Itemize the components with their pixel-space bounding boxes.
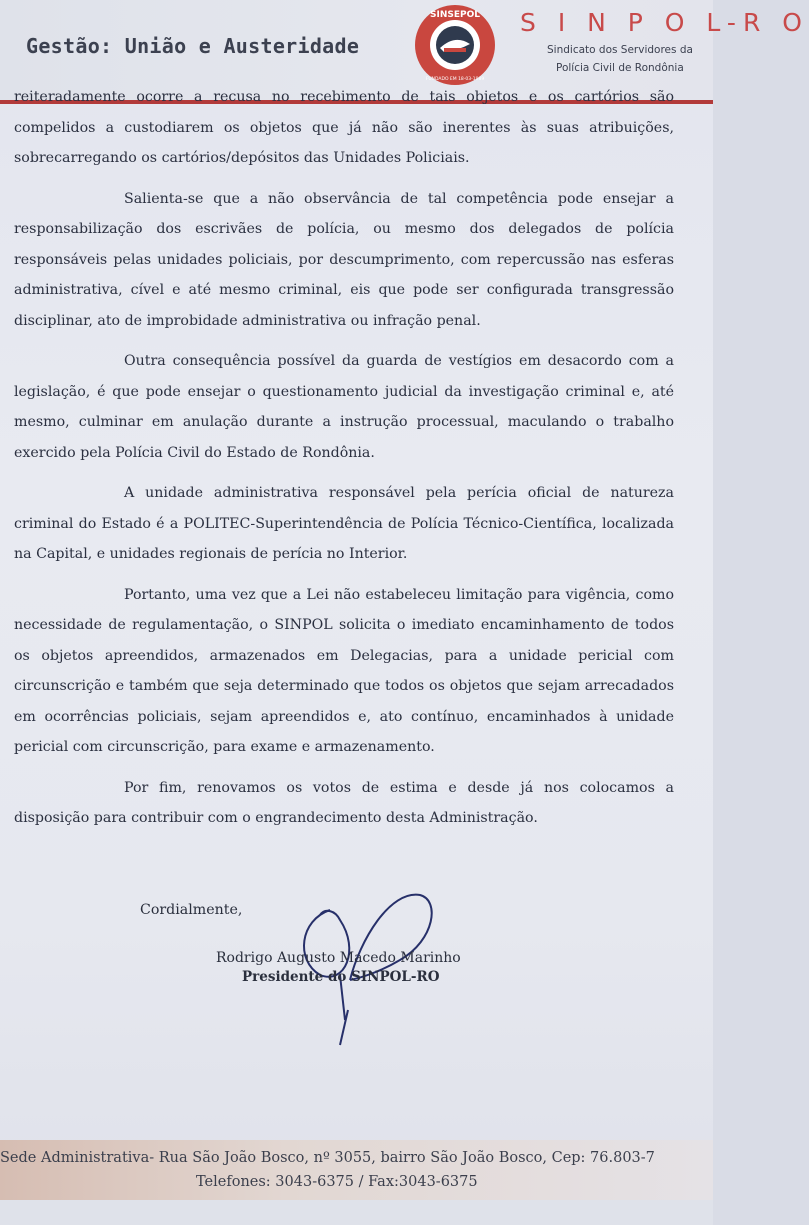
paragraph: Outra consequência possível da guarda de vestígios em desacordo com a legislação, é que pode ensejar o questionamento judicial da investigação criminal e, até mesmo, culminar em anulação durante a instrução processual, maculando o trabalho exercido pela Polícia Civil do Estado de Rondônia. <box>14 353 674 461</box>
signatory-role: Presidente do SINPOL-RO <box>242 969 440 985</box>
paragraph: A unidade administrativa responsável pela perícia oficial de natureza criminal do Estado é a POLITEC-Superintendência de Polícia Técnico-Científica, localizada na Capital, e unidades regionais de perícia no Interior. <box>14 485 674 562</box>
bottom-margin <box>0 1200 713 1225</box>
org-short-name: S I N P O L-R O <box>520 8 809 37</box>
closing: Cordialmente, <box>140 902 243 918</box>
letter-body <box>14 82 674 844</box>
signatory-name: Rodrigo Augusto Macedo Marinho <box>216 950 461 966</box>
motto: Gestão: União e Austeridade <box>26 34 360 58</box>
paragraph: reiteradamente ocorre a recusa no recebimento de tais objetos e os cartórios são compelidos a custodiarem os objetos que já não são inerentes às suas atribuições, sobrecarregando os cartórios/depósitos das Unidades Policiais. <box>14 89 674 166</box>
paragraph: Portanto, uma vez que a Lei não estabeleceu limitação para vigência, como necessidade de regulamentação, o SINPOL solicita o imediato encaminhamento de todos os objetos apreendidos, armazenados em Delegacias, para a unidade pericial com circunscrição e também que seja determinado que todos os objetos que sejam arrecadados em ocorrências policiais, sejam apreendidos e, ato contínuo, encaminhados à unidade pericial com circunscrição, para exame e armazenamento. <box>14 586 674 755</box>
footer-address: Sede Administrativa- Rua São João Bosco, nº 3055, bairro São João Bosco, Cep: 76.803-7 <box>0 1150 655 1166</box>
footer-band <box>0 1140 713 1200</box>
paragraph: Por fim, renovamos os votos de estima e desde já nos colocamos a disposição para contribuir com o engrandecimento desta Administração. <box>14 779 674 826</box>
org-name-line1: Sindicato dos Servidores da <box>547 44 693 56</box>
seal-text: SINSEPOL <box>430 10 480 20</box>
union-seal-icon <box>414 4 496 86</box>
seal-founded: FUNDADO EM 18-03-1989 <box>425 77 485 82</box>
paragraph: Salienta-se que a não observância de tal competência pode ensejar a responsabilização dos escrivães de polícia, ou mesmo dos delegados de polícia responsáveis pelas unidades policiais, por descumprimento, com repercussão nas esferas administrativa, cível e até mesmo criminal, eis que pode ser configurada transgressão disciplinar, ato de improbidade administrativa ou infração penal. <box>14 190 674 329</box>
footer-phones: Telefones: 3043-6375 / Fax:3043-6375 <box>196 1174 478 1190</box>
org-name-line2: Polícia Civil de Rondônia <box>556 62 684 74</box>
